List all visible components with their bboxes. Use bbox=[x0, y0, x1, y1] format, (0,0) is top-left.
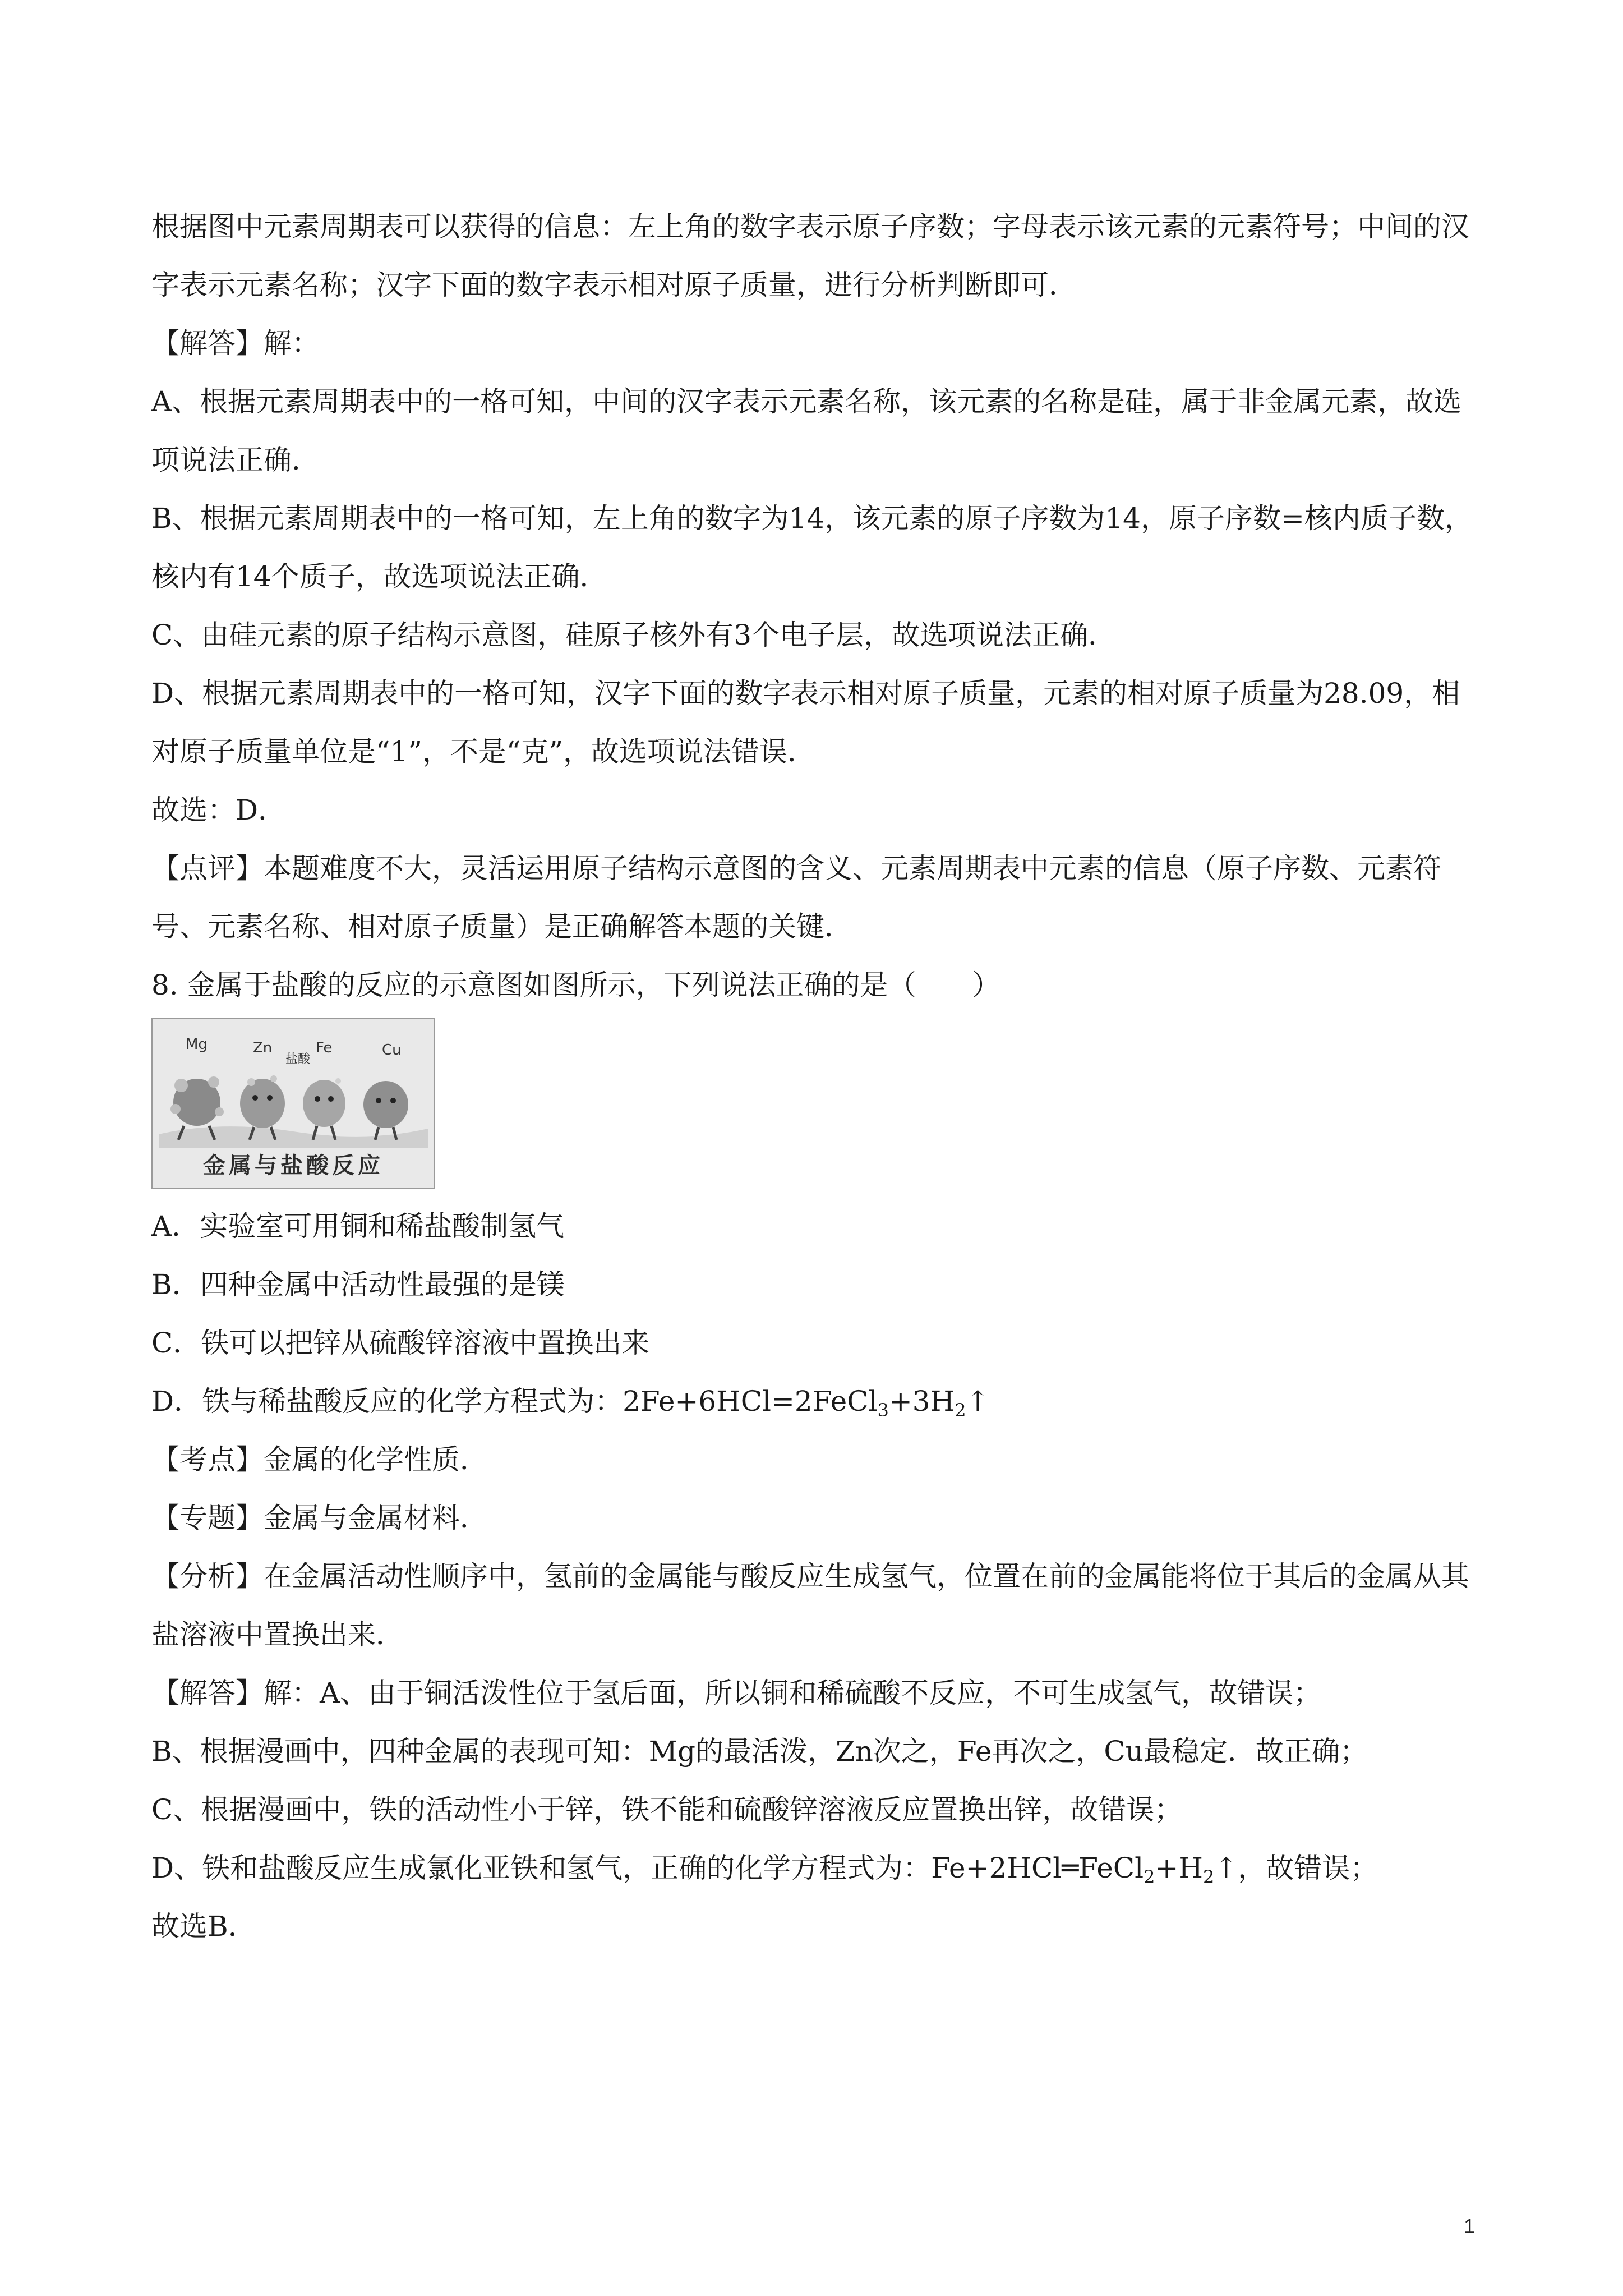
paragraph-choice: 故选：D． bbox=[151, 794, 287, 826]
paragraph-answer-a: A、根据元素周期表中的一格可知，中间的汉字表示元素名称，该元素的名称是硅，属于非金属元素，故选项说法正确． bbox=[151, 385, 1462, 476]
paragraph-answer-b: B、根据元素周期表中的一格可知，左上角的数字为14，该元素的原子序数为14，原子序数=核内质子数，核内有14个质子，故选项说法正确． bbox=[151, 502, 1473, 593]
analysis-kaodian: 【考点】金属的化学性质． bbox=[151, 1443, 488, 1476]
figure-caption: 金属与盐酸反应 bbox=[203, 1152, 384, 1179]
question-8-stem: 8. 金属于盐酸的反应的示意图如图所示，下列说法正确的是（ ） bbox=[151, 969, 1000, 1001]
option-d-subscript-1: 3 bbox=[877, 1400, 889, 1421]
option-d-arrow: ↑ bbox=[966, 1385, 990, 1418]
analysis-jieda-d bbox=[151, 1839, 1486, 1897]
analysis-fenxi: 【分析】在金属活动性顺序中，氢前的金属能与酸反应生成氢气，位置在前的金属能将位于其后的金属从其盐溶液中置换出来． bbox=[151, 1560, 1469, 1651]
analysis-jieda-c: C、根据漫画中，铁的活动性小于锌，铁不能和硫酸锌溶液反应置换出锌，故错误； bbox=[151, 1793, 1183, 1826]
option-c: C．铁可以把锌从硫酸锌溶液中置换出来 bbox=[151, 1327, 650, 1359]
option-b: B．四种金属中活动性最强的是镁 bbox=[151, 1268, 565, 1301]
analysis-conclusion: 故选B． bbox=[151, 1910, 256, 1943]
option-a: A．实验室可用铜和稀盐酸制氢气 bbox=[151, 1210, 565, 1243]
analysis-zhuanti: 【专题】金属与金属材料． bbox=[151, 1502, 488, 1534]
analysis-d-suffix: ↑，故错误； bbox=[1214, 1852, 1378, 1884]
analysis-d-text-mid: +H bbox=[1155, 1852, 1203, 1884]
analysis-d-subscript-1: 2 bbox=[1144, 1866, 1155, 1888]
option-d-text-mid: +3H bbox=[888, 1385, 955, 1418]
metal-acid-reaction-figure bbox=[151, 1018, 435, 1189]
page-number: 1 bbox=[1464, 2215, 1476, 2238]
paragraph-answer-c: C、由硅元素的原子结构示意图，硅原子核外有3个电子层，故选项说法正确． bbox=[151, 619, 1117, 651]
paragraph-answer-d: D、根据元素周期表中的一格可知，汉字下面的数字表示相对原子质量，元素的相对原子质量为28.09，相对原子质量单位是“1”，不是“克”，故选项说法错误． bbox=[151, 677, 1460, 768]
option-d bbox=[151, 1372, 1486, 1430]
figure-label-mg: Mg bbox=[186, 1036, 208, 1053]
paragraph-intro: 根据图中元素周期表可以获得的信息：左上角的数字表示原子序数；字母表示该元素的元素符号；中间的汉字表示元素名称；汉字下面的数字表示相对原子质量，进行分析判断即可． bbox=[151, 210, 1469, 301]
figure-label-hcl: 盐酸 bbox=[285, 1052, 311, 1066]
document-content bbox=[151, 197, 1486, 1955]
option-d-subscript-2: 2 bbox=[955, 1400, 966, 1421]
analysis-jieda-a: 【解答】解：A、由于铜活泼性位于氢后面，所以铜和稀硫酸不反应，不可生成氢气，故错误； bbox=[151, 1677, 1322, 1709]
paragraph-comment: 【点评】本题难度不大，灵活运用原子结构示意图的含义、元素周期表中元素的信息（原子序数、元素符号、元素名称、相对原子质量）是正确解答本题的关键． bbox=[151, 852, 1441, 943]
figure-label-fe: Fe bbox=[316, 1039, 333, 1056]
figure-label-zn: Zn bbox=[253, 1039, 273, 1056]
analysis-d-subscript-2: 2 bbox=[1202, 1866, 1215, 1888]
analysis-d-text: D、铁和盐酸反应生成氯化亚铁和氢气，正确的化学方程式为：Fe+2HCl═FeCl bbox=[151, 1852, 1144, 1884]
option-d-text: D．铁与稀盐酸反应的化学方程式为：2Fe+6HCl=2FeCl bbox=[151, 1385, 878, 1418]
analysis-jieda-b: B、根据漫画中，四种金属的表现可知：Mg的最活泼，Zn次之，Fe再次之，Cu最稳定．故正确； bbox=[151, 1735, 1368, 1768]
figure-label-cu: Cu bbox=[382, 1042, 402, 1059]
paragraph-answer-heading: 【解答】解： bbox=[151, 327, 320, 360]
